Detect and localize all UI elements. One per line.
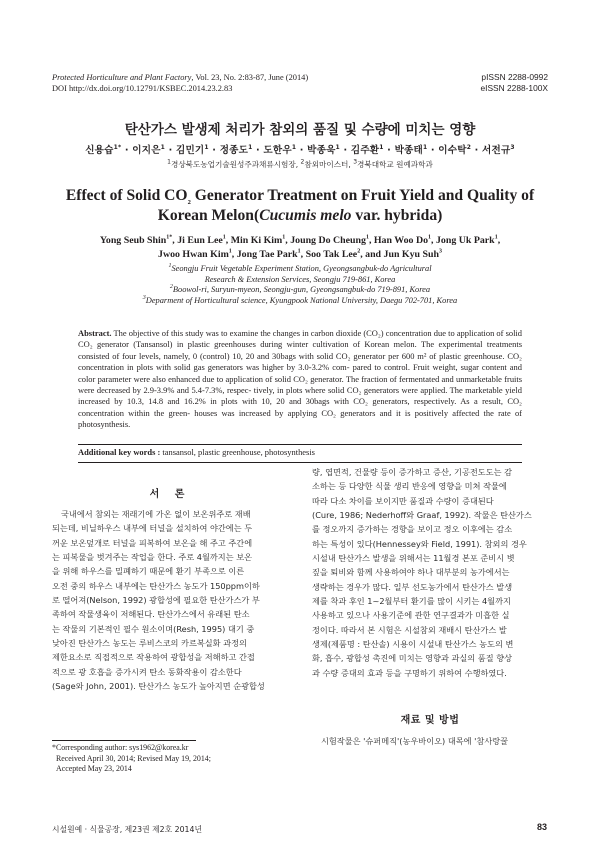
accepted-date: Accepted May 23, 2014 — [56, 764, 132, 774]
english-affiliation-line — [40, 296, 560, 307]
footer-journal: 시설원예 · 식물공장, 제23권 제2호 2014년 — [52, 825, 202, 834]
body-text-line: 낮아진 탄산가스 농도는 루비스코의 카르복실화 과정의 — [52, 638, 247, 649]
korean-author-sup: 1 — [248, 143, 253, 151]
abstract-body — [78, 328, 522, 429]
journal-citation — [52, 72, 308, 94]
korean-author-name: 이수탁 — [438, 145, 467, 156]
abstract-line: plots with 10, 20 and 30bags with CO₂ generators, respectively. As a result, CO₂ concentration within the green- — [78, 396, 522, 418]
body-text-line: 적으로 광 호흡을 증가시켜 탄소 동화작용이 감소한다 — [52, 666, 242, 677]
english-author-sup: 1 — [365, 234, 369, 241]
english-author-name: Min Ki Kim — [230, 235, 283, 246]
body-text-line: (Sage와 John, 2001). 탄산가스 농도가 높아지면 순광합성 — [52, 681, 265, 692]
english-author-sup: 1 — [282, 234, 286, 241]
page-number: 83 — [536, 822, 547, 832]
english-affil-text: Seongju Fruit Vegetable Experiment Station, Gyeongsangbuk-do Agricultural — [171, 264, 432, 273]
english-author-name: Ji Eun Lee — [177, 235, 223, 246]
korean-author-sup: 1 — [160, 143, 166, 151]
eissn: eISSN 2288-100X — [480, 83, 548, 93]
intro-heading: 서 론 — [149, 489, 191, 500]
issn-block — [480, 72, 548, 94]
body-text-line: 제를 착과 후인 1~2월부터 환기를 많이 시키는 4월까지 — [312, 596, 511, 607]
methods-heading: 재료 및 방법 — [400, 715, 460, 726]
body-text-line: 사용하고 있으나 사용기준에 관한 연구결과가 미흡한 실 — [312, 610, 510, 621]
body-text-line: 정이다. 따라서 본 시험은 시설참외 재배시 탄산가스 발 — [312, 624, 507, 635]
body-text-line: 되는데, 비닐하우스 내부에 터널을 설치하여 야간에는 두 — [52, 523, 253, 534]
abstract — [78, 328, 522, 431]
body-text-line: 족하여 작물생육이 저해된다. 탄산가스에서 유래된 탄소 — [52, 609, 250, 620]
korean-affil-sup: 1 — [167, 158, 171, 166]
english-author-name: Jwoo Hwan Kim — [158, 248, 229, 260]
korean-affil-sup: 3 — [353, 158, 358, 166]
body-text-line: 제한요소로 직접적으로 작용하여 광합성을 저해하고 간접 — [52, 652, 255, 663]
body-text-line: 는 피복물을 벗겨주는 작업을 한다. 주로 4월까지는 보온 — [52, 552, 253, 563]
korean-author-sup: 3 — [510, 143, 515, 151]
intro-right-column — [312, 465, 548, 680]
body-text-line: 시설내 탄산가스 발생을 위해서는 11월경 본포 준비시 볏 — [312, 553, 515, 564]
intro-left-column — [52, 507, 288, 693]
keywords — [78, 447, 522, 458]
english-affil-text: Deparment of Horticultural science, Kyungpook National University, Daegu 702-701, Korea — [145, 295, 458, 305]
methods-first-line: 시험작물은 '슈퍼메직'(농우바이오) 대목에 '참사랑꿀 — [321, 736, 509, 746]
english-author-sup: 1* — [166, 234, 173, 241]
english-author-sup: 2 — [357, 248, 361, 255]
english-author-name: Joung Do Cheung — [290, 235, 366, 246]
abstract-line: The objective of this study was to examine the changes in carbon dioxide (CO₂) concentration due to — [113, 328, 455, 338]
english-author-name: Soo Tak Lee — [305, 248, 358, 260]
korean-affil-text: 경상북도농업기술원성주과채류시험장, — [171, 160, 301, 169]
english-author-name: Jong Tae Park — [236, 248, 298, 260]
korean-author-name: 신용습 — [85, 145, 114, 156]
english-author-sup: 1 — [494, 234, 498, 241]
english-title: Effect of Solid $CO_2$ Generator Treatment on Fruit Yield and Quality of Korean Melon(Cucumis melo var. hybrida) — [65, 187, 535, 224]
body-text-line: 소하는 등 다양한 식물 생리 반응에 영향을 미쳐 작물에 — [312, 481, 507, 492]
korean-affil-sup: 2 — [300, 158, 305, 166]
keywords-label: Additional key words : — [78, 447, 161, 457]
keywords-text: tansansol, plastic greenhouse, photosynthesis — [160, 447, 315, 457]
korean-affil-text: 참외마이스터, — [304, 160, 354, 169]
body-text-line: 화, 흡수, 광합성 촉진에 미치는 영향과 과실의 품질 향상 — [312, 653, 513, 664]
korean-author-name: 박종태 — [394, 145, 423, 156]
english-affil-text: Research & Extension Services, Seongju 719-861, Korea — [204, 274, 396, 284]
english-author-and: and — [365, 248, 382, 260]
corresponding-author: *Corresponding author: sys1962@korea.kr — [52, 743, 189, 752]
english-authors — [40, 234, 560, 261]
korean-author-name: 서전규 — [482, 145, 511, 156]
korean-author-sup: 1 — [291, 143, 297, 151]
keywords-rule-top — [78, 444, 522, 445]
body-text-line: 국내에서 참외는 재래기에 가온 없이 보온위주로 재배 — [61, 509, 251, 519]
english-affil-sup: 3 — [142, 294, 146, 301]
korean-author-name: 박종욱 — [307, 145, 336, 156]
english-author-sup: 1 — [222, 234, 226, 241]
abstract-line: application of solid CO₂ generator (Tansansol) in plastic greenhouses during winter cultivation of Korean melon. The — [78, 328, 522, 350]
abstract-label: Abstract. — [78, 328, 112, 338]
abstract-line: generator. The fraction of fermentated and unmarketable fruits were decreased by 2.9-3.9% and 5.4-7.3%, respec- — [78, 373, 523, 396]
english-author-name: Jong Uk Park — [435, 235, 495, 246]
body-text-line: (Cure, 1986; Nederhoff와 Graaf, 1992). 작물은 탄산가스 — [312, 510, 532, 521]
english-affiliation-line — [40, 275, 560, 286]
english-author-sup: 1 — [297, 248, 301, 255]
abstract-line: experimental treatments consisted of four levels, namely, 0 (control) 10, 20 and 30bags with solid CO₂ generator per — [78, 339, 523, 361]
body-text-line: 로 떨어져(Nelson, 1992) 광합성에 필요한 탄산가스가 부 — [52, 595, 260, 606]
body-text-line: 을 위해 하우스를 밀폐하기 때문에 환기 부족으로 이른 — [52, 566, 245, 577]
english-author-sup: 1 — [428, 234, 432, 241]
korean-title: 탄산가스 발생제 처리가 참외의 품질 및 수량에 미치는 영향 — [124, 122, 476, 138]
english-affiliation-line — [40, 264, 560, 275]
body-text-line: 생략하는 경우가 많다. 일부 선도농가에서 탄산가스 발생 — [312, 581, 513, 592]
korean-author-name: 이지은 — [132, 145, 161, 156]
korean-affil-text: 경북대학교 원예과학과 — [357, 160, 433, 169]
body-text-line: 생제(제품명 : 탄산솔) 시용이 시설내 탄산가스 농도의 변 — [312, 639, 514, 650]
english-author-sup: 1 — [228, 248, 232, 255]
body-text-line: 하는 특성이 있다(Hennessey와 Field, 1991). 참외의 경우 — [312, 538, 527, 549]
korean-author-name: 도한우 — [263, 145, 292, 156]
body-text-line: 꺼운 보온덮개로 터널을 피복하여 보온을 해 주고 주간에 — [52, 537, 253, 548]
english-author-sup: 3 — [438, 248, 442, 255]
body-text-line: 짚을 퇴비와 함께 사용하여야 하나 대부분의 농가에서는 — [312, 567, 510, 578]
body-text-line: 를 정오까지 증가하는 경향을 보이고 정오 이후에는 감소 — [312, 524, 513, 535]
english-author-name: Yong Seub Shin — [99, 235, 167, 246]
korean-affiliations — [0, 159, 600, 170]
korean-author-name: 정종도 — [219, 145, 249, 156]
journal-name: Protected Horticulture and Plant Factory — [52, 73, 192, 82]
english-authors-line1: Yong Seub Shin$^{1*}$, Ji Eun Lee$^1$, Min Ki Kim$^1$, Joung Do Cheung$^1$, Han Woo Do$^1$, Jong Uk Park$^1$, — [99, 234, 501, 246]
english-author-name: Han Woo Do — [373, 235, 429, 246]
korean-author-name: 김민기 — [175, 145, 205, 156]
pissn: pISSN 2288-0992 — [481, 72, 548, 82]
body-text-line: 는 작물의 기본적인 필수 원소이며(Resh, 1995) 대기 중 — [52, 623, 255, 634]
abstract-line: 600 m² of plastic greenhouse. CO₂ concentration in plots with solid gas generators was higher by 3.0-3.2% com- — [78, 350, 523, 373]
body-text-line: 량, 엽면적, 건물량 등이 증가하고 증산, 기공전도도는 감 — [312, 467, 513, 477]
english-author-name: Jun Kyu Suh — [383, 248, 439, 260]
abstract-line: tively, in plots where solid CO₂ generators were applied. The marketable yield increased by 10.3, 14.8 and 16.2% in — [78, 385, 522, 407]
body-text-line: 오전 중의 하우스 내부에는 탄산가스 농도가 150ppm이하 — [52, 580, 260, 591]
body-text-line: 따라 다소 차이를 보이지만 품질과 수량이 증대된다 — [312, 495, 494, 506]
english-affil-text: Boowol-ri, Suryun-myeon, Seongju-gun, Gyeongsangbuk-do 719-891, Korea — [172, 285, 431, 295]
footnote-rule — [52, 740, 196, 741]
footnote — [52, 743, 211, 775]
keywords-rule-bottom — [78, 462, 522, 463]
korean-author-sup: 1 — [335, 143, 340, 151]
korean-author-sup: 2 — [466, 143, 472, 151]
english-affil-sup: 2 — [169, 284, 173, 291]
korean-author-sup: 1 — [422, 143, 428, 151]
korean-authors: 신용습$^{1*}$ · 이지은$^1$ · 김민기$^1$ · 정종도$^1$ · 도한우$^1$ · 박종욱$^1$ · 김주환$^1$ · 박종태$^1$ · 이수탁$^2$ · 서전규$^3$ — [85, 143, 515, 156]
english-affiliation-line — [40, 285, 560, 296]
korean-author-sup: 1* — [113, 143, 122, 151]
abstract-line: houses was increased by applying CO₂ generators and it is positively affected the rate of photosynthesis. — [78, 407, 522, 430]
english-affiliations — [40, 264, 560, 306]
body-text-line: 과 수량 증대의 효과 등을 구명하기 위하여 수행하였다. — [312, 667, 507, 678]
korean-author-sup: 1 — [204, 143, 209, 151]
doi-link[interactable]: DOI http://dx.doi.org/10.12791/KSBEC.2014.23.2.83 — [52, 84, 233, 93]
journal-volume-info: , Vol. 23, No. 2:83-87, June (2014) — [191, 73, 309, 82]
english-authors-line2: Jwoo Hwan Kim$^1$, Jong Tae Park$^1$, Soo Tak Lee$^2$, and Jun Kyu Suh$^3$ — [158, 248, 442, 260]
korean-author-name: 김주환 — [350, 145, 380, 156]
received-date: Received April 30, 2014; Revised May 19, 2014; — [56, 753, 211, 763]
english-affil-sup: 1 — [168, 263, 172, 270]
korean-author-sup: 1 — [379, 143, 384, 151]
abstract-line: pared to control. Fruit weight, sugar content and color parameter were also enhanced due to application of solid CO₂ — [78, 362, 522, 384]
